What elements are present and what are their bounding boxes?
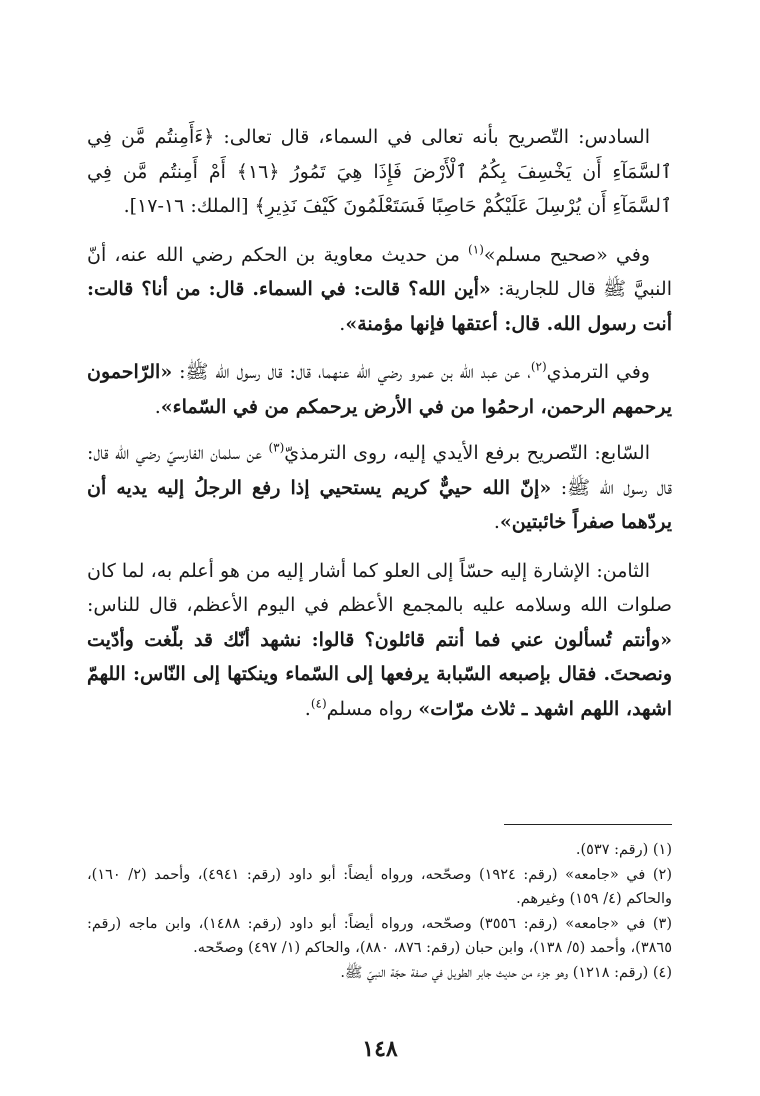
paragraph-eighth <box>87 554 672 727</box>
paragraph-end: . <box>493 511 500 533</box>
paragraph-lead: وفي الترمذي <box>546 361 650 383</box>
paragraph-lead: وفي «صحيح مسلم» <box>483 243 650 266</box>
paragraph-end: . <box>304 697 311 720</box>
paragraph-text: رواه مسلم <box>326 697 419 720</box>
footnote-divider <box>504 824 672 825</box>
quran-reference: [الملك: ١٦-١٧]. <box>123 195 255 217</box>
paragraph-lead: الثامن: الإشارة إليه حسّاً إلى العلو كما أشار إليه من هو أعلم به، لما كان صلوات الله وسلامه عليه بالمجمع الأعظم في اليوم الأعظم، قال للناس: <box>87 559 672 616</box>
page-number: ١٤٨ <box>362 1036 398 1062</box>
paragraph-seventh <box>87 436 672 540</box>
hadith-text: «أين الله؟ قالت: في السماء. قال: من أنا؟ قالت: أنت رسول الله. قال: أعتقها فإنها مؤمنة» <box>87 278 672 335</box>
hadith-text: «الرّاحمون يرحمهم الرحمن، ارحمُوا من في الأرض يرحمكم من في السّماء» <box>87 361 672 418</box>
hadith-text: «وأنتم تُسألون عني فما أنتم قائلون؟ قالوا: نشهد أنّك قد بلّغت وأدّيت ونصحتَ. فقال بإصبعه السّبابة يرفعها إلى السّماء وينكتها إلى النّاس: اللهمّ اشهد، اللهم اشهد ـ ثلاث مرّات» <box>87 628 672 720</box>
paragraph-lead: السادس: التّصريح بأنه تعالى في السماء، قال تعالى: <box>214 126 650 148</box>
hadith-text: «إنّ الله حييٌّ كريم يستحيي إذا رفع الرجلُ إليه يديه أن يردّهما صفراً خائبتين» <box>87 476 672 533</box>
footnote-1: (١) (رقم: ٥٣٧). <box>575 842 672 858</box>
paragraph-text: ، عن عبد الله بن عمرو رضي الله عنهما، قال: قال رسول الله ﷺ: <box>172 361 531 383</box>
paragraph-text: من حديث معاوية بن الحكم رضي الله عنه، أنّ النبيَّ ﷺ قال للجارية: <box>87 243 672 300</box>
paragraph-end: . <box>339 312 346 335</box>
paragraph-sixth <box>87 120 672 224</box>
footnote-ref-2[interactable]: (٢) <box>530 359 547 374</box>
footnote-ref-3[interactable]: (٣) <box>268 440 285 455</box>
paragraph-text: عن سلمان الفارسيّ رضي الله قال: قال رسول الله ﷺ: <box>87 442 672 499</box>
footnote-ref-1[interactable]: (١) <box>468 242 484 257</box>
footnote-4: (٤) (رقم: ١٢١٨) وهو جزء من حديث جابر الطويل في صفة حجّة النبيّ ﷺ. <box>340 964 672 981</box>
main-text <box>87 120 672 740</box>
footnotes <box>87 838 672 985</box>
paragraph-lead: السّابع: التّصريح برفع الأيدي إليه، روى الترمذيّ <box>284 442 650 464</box>
paragraph-tirmidhi-hadith <box>87 355 672 424</box>
quran-quote: ﴿ءَأَمِنتُم مَّن فِي ٱلسَّمَآءِ أَن يَخْسِفَ بِكُمُ ٱلْأَرْضَ فَإِذَا هِيَ تَمُورُ ﴿١٦﴾ أَمْ أَمِنتُم مَّن فِي ٱلسَّمَآءِ أَن يُرْسِلَ عَلَيْكُمْ حَاصِبًا فَسَتَعْلَمُونَ كَيْفَ نَذِيرِ﴾ <box>87 126 672 217</box>
paragraph-muslim-hadith <box>87 238 672 342</box>
footnote-ref-4[interactable]: (٤) <box>310 696 327 711</box>
footnote-3: (٣) في «جامعه» (رقم: ٣٥٥٦) وصحّحه، ورواه أيضاً: أبو داود (رقم: ١٤٨٨)، وابن ماجه (رقم: ٣٨٦٥)، وأحمد (٥/ ١٣٨)، وابن حبان (رقم: ٨٧٦، ٨٨٠)، والحاكم (١/ ٤٩٧) وصحّحه. <box>87 915 672 956</box>
footnote-2: (٢) في «جامعه» (رقم: ١٩٢٤) وصحّحه، ورواه أيضاً: أبو داود (رقم: ٤٩٤١)، وأحمد (٢/ ١٦٠)، والحاكم (٤/ ١٥٩) وغيرهم. <box>87 866 673 907</box>
paragraph-end: . <box>154 395 161 418</box>
